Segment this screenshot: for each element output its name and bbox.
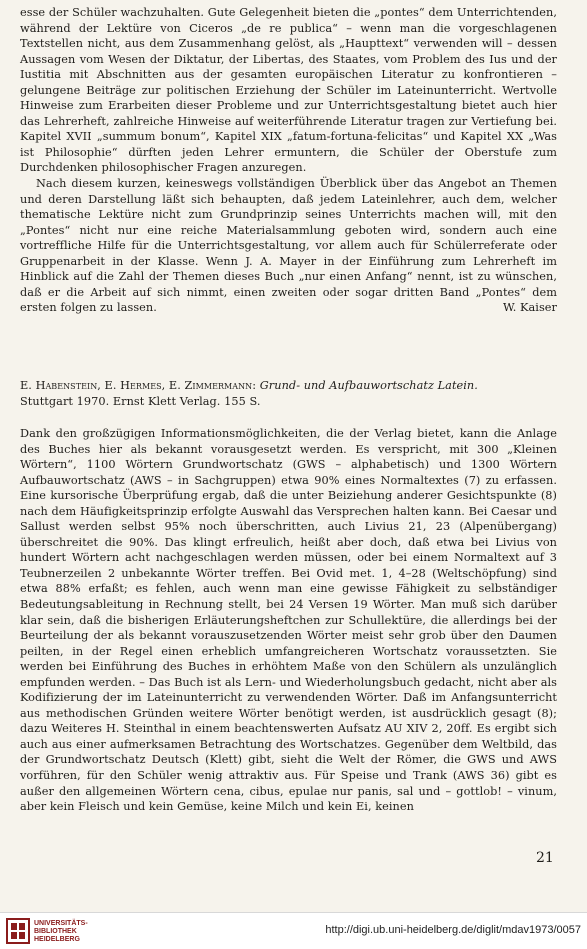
- paragraph: Dank den großzügigen Informationsmöglichkeiten, die der Verlag bietet, kann die Anlage des Buches hier als bekannt vorausgesetzt werden. Es verspricht, mit 300 „Kleinen Wörtern“, 1100 Wörtern Grundwortschatz (GWS – alphabetisch) und 1300 Wörtern Aufbauwortschatz (AWS – in Sachgruppen) etwa 90% eines Normaltextes (7) zu erfassen. Eine kursorische Überprüfung ergab, daß die unter Beiziehung anderer Gesichtspunkte (8) nach dem Häufigkeitsprinzip erfolgte Auswahl das Versprechen halten kann. Bei Caesar und Sallust werden selbst 95% noch überschritten, auch Livius 21, 23 (Alpenübergang) überschreitet die 90%. Das klingt erfreulich, heißt aber doch, daß etwa bei Livius von hundert Wörtern acht nachgeschlagen werden müssen, oder bei einem Normaltext auf 3 Teubnerzeilen 2 unbekannte Wörter treffen. Bei Ovid met. 1, 4–28 (Weltschöpfung) sind etwa 88% erfaßt; es fehlen, auch wenn man eine gewisse Fähigkeit zu selbständiger Bedeutungsableitung in Rechnung stellt, bei 24 Versen 19 Wörter. Man muß sich darüber klar sein, daß die bisherigen Erläuterungsheftchen zur Schullektüre, die allerdings bei der Beurteilung der als bekannt vorauszusetzenden Wörter meist sehr grob über den Daumen peilten, in der Regel einen erheblich umfangreicheren Wortschatz voraussetzten. Sie werden bei Einführung des Buches in erhöhtem Maße von den Schülern als unzulänglich empfunden werden. – Das Buch ist als Lern- und Wiederholungsbuch gedacht, nicht aber als Kodifizierung der im Lateinunterricht zu verwendenden Wörter. Daß im Anfangsunterricht aus methodischen Gründen weitere Wörter benötigt werden, ist ausdrücklich gesagt (8); dazu Weiteres H. Steinthal in einem beachtenswerten Aufsatz AU XIV 2, 20ff. Es ergibt sich auch aus einer aufmerksamen Betrachtung des Wortschatzes. Gegenüber dem Weltbild, das der Grundwortschatz Deutsch (Klett) gibt, sieht die Welt der Römer, die GWS und AWS vorführen, für den Schüler wenig attraktiv aus. Für Speise und Trank (AWS 36) gibt es außer den allgemeinen Wörtern cena, cibus, epulae nur panis, sal und – gottlob! – vinum, aber kein Fleisch und kein Gemüse, keine Milch und kein Ei, keinen: [20, 427, 557, 814]
- review-book-title: Grund- und Aufbauwortschatz Latein.: [259, 379, 478, 392]
- review-authors: E. Habenstein, E. Hermes, E. Zimmermann:: [20, 379, 257, 392]
- paragraph: [20, 176, 557, 316]
- page-number: 21: [536, 850, 554, 866]
- library-logo-text: UNIVERSITÄTS- BIBLIOTHEK HEIDELBERG: [34, 920, 88, 943]
- review-continuation: [20, 5, 557, 316]
- paragraph-text: Nach diesem kurzen, keineswegs vollständigen Überblick über das Angebot an Themen und deren Darstellung läßt sich behaupten, daß jedem Lateinlehrer, auch dem, welcher thematische Lektüre nicht zum Grundprinzip seines Unterrichts machen will, mit den „Pontes“ nicht nur eine reiche Materialsammlung geboten wird, sondern auch eine vortreffliche Hilfe für die Unterrichtsgestaltung, vor allem auch für Schülerreferate oder Gruppenarbeit in der Klasse. Wenn J. A. Mayer in der Einführung zum Lehrerheft im Hinblick auf die Zahl der Themen dieses Buch „nur einen Anfang“ nennt, ist zu wünschen, daß er die Arbeit auf sich nimmt, einen zweiten oder sogar dritten Band „Pontes“ dem ersten folgen zu lassen.: [20, 177, 557, 315]
- reviewer-signature: W. Kaiser: [503, 301, 557, 315]
- review-publisher: Stuttgart 1970. Ernst Klett Verlag. 155 S.: [20, 394, 261, 408]
- page-permalink[interactable]: http://digi.ub.uni-heidelberg.de/diglit/mdav1973/0057: [325, 924, 581, 936]
- review-body: [20, 426, 557, 815]
- review-heading: [20, 378, 557, 409]
- viewer-footer: [0, 912, 587, 949]
- review-citation: [20, 378, 557, 409]
- library-logo-icon: [5, 917, 31, 945]
- paragraph: esse der Schüler wachzuhalten. Gute Gelegenheit bieten die „pontes“ dem Unterrichtenden, während der Lektüre von Ciceros „de re publica“ – wenn man die vorgeschlagenen Textstellen nicht, aus dem Zusammenhang gelöst, als „Haupttext“ verwenden will – dessen Aussagen vom Wesen der Diktatur, der Libertas, des Staates, vom Problem des Ius und der Iustitia mit Abschnitten aus der gesamten europäischen Literatur zu konfrontieren – gelungene Beiträge zur politischen Erziehung der Schüler im Lateinunterricht. Wertvolle Hinweise zum Erarbeiten dieser Probleme und zur Unterrichtsgestaltung bietet auch hier das Lehrerheft, zahlreiche Hinweise auf weiterführende Literatur tragen zur Vertiefung bei. Kapitel XVII „summum bonum“, Kapitel XIX „fatum-fortuna-felicitas“ und Kapitel XX „Was ist Philosophie“ dürften jeden Lehrer ermuntern, die Schüler der Oberstufe zum Durchdenken philosophischer Fragen anzuregen.: [20, 6, 557, 175]
